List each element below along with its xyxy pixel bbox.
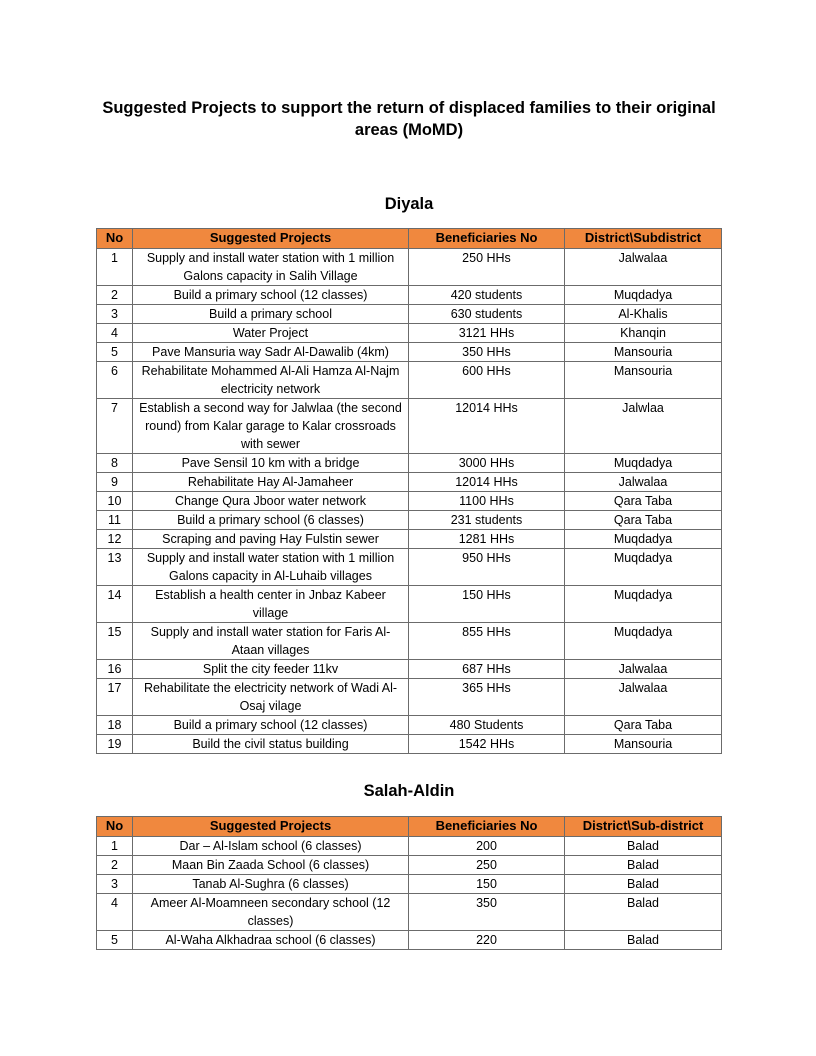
- cell-district: Balad: [565, 856, 722, 875]
- cell-suggested-project: Supply and install water station with 1 million Galons capacity in Al-Luhaib villages: [133, 549, 409, 586]
- cell-suggested-project: Scraping and paving Hay Fulstin sewer: [133, 530, 409, 549]
- column-header-suggested-projects: Suggested Projects: [133, 817, 409, 837]
- diyala-projects-table: [96, 228, 722, 754]
- cell-district: Jalwalaa: [565, 249, 722, 286]
- table-row: [97, 362, 722, 399]
- cell-beneficiaries: 150 HHs: [409, 586, 565, 623]
- cell-beneficiaries: 855 HHs: [409, 623, 565, 660]
- cell-no: 14: [97, 586, 133, 623]
- cell-no: 3: [97, 875, 133, 894]
- cell-no: 5: [97, 931, 133, 950]
- table-row: [97, 249, 722, 286]
- cell-district: Muqdadya: [565, 623, 722, 660]
- cell-beneficiaries: 480 Students: [409, 716, 565, 735]
- table-row: [97, 586, 722, 623]
- table-header-row: [97, 229, 722, 249]
- cell-district: Balad: [565, 875, 722, 894]
- table-row: [97, 399, 722, 454]
- cell-suggested-project: Pave Sensil 10 km with a bridge: [133, 454, 409, 473]
- cell-no: 2: [97, 856, 133, 875]
- table-row: [97, 454, 722, 473]
- cell-suggested-project: Al-Waha Alkhadraa school (6 classes): [133, 931, 409, 950]
- table-row: [97, 343, 722, 362]
- column-header-beneficiaries: Beneficiaries No: [409, 817, 565, 837]
- table-row: [97, 305, 722, 324]
- cell-district: Muqdadya: [565, 586, 722, 623]
- cell-beneficiaries: 350 HHs: [409, 343, 565, 362]
- cell-suggested-project: Build a primary school: [133, 305, 409, 324]
- cell-no: 6: [97, 362, 133, 399]
- cell-beneficiaries: 1281 HHs: [409, 530, 565, 549]
- cell-no: 15: [97, 623, 133, 660]
- cell-no: 11: [97, 511, 133, 530]
- cell-beneficiaries: 250: [409, 856, 565, 875]
- cell-no: 19: [97, 735, 133, 754]
- column-header-district: District\Sub-district: [565, 817, 722, 837]
- cell-district: Qara Taba: [565, 716, 722, 735]
- cell-suggested-project: Supply and install water station with 1 million Galons capacity in Salih Village: [133, 249, 409, 286]
- cell-beneficiaries: 950 HHs: [409, 549, 565, 586]
- column-header-suggested-projects: Suggested Projects: [133, 229, 409, 249]
- table-row: [97, 716, 722, 735]
- cell-district: Balad: [565, 837, 722, 856]
- page-title: Suggested Projects to support the return of displaced families to their original areas (MoMD): [102, 99, 716, 139]
- cell-no: 8: [97, 454, 133, 473]
- cell-beneficiaries: 220: [409, 931, 565, 950]
- cell-beneficiaries: 630 students: [409, 305, 565, 324]
- cell-district: Jalwalaa: [565, 660, 722, 679]
- table-row: [97, 492, 722, 511]
- cell-beneficiaries: 231 students: [409, 511, 565, 530]
- cell-beneficiaries: 420 students: [409, 286, 565, 305]
- cell-no: 18: [97, 716, 133, 735]
- cell-suggested-project: Rehabilitate the electricity network of Wadi Al-Osaj vilage: [133, 679, 409, 716]
- cell-district: Balad: [565, 931, 722, 950]
- table-row: [97, 511, 722, 530]
- cell-beneficiaries: 365 HHs: [409, 679, 565, 716]
- cell-suggested-project: Change Qura Jboor water network: [133, 492, 409, 511]
- cell-suggested-project: Rehabilitate Hay Al-Jamaheer: [133, 473, 409, 492]
- cell-district: Jalwalaa: [565, 679, 722, 716]
- column-header-no: No: [97, 229, 133, 249]
- section-heading-diyala: Diyala: [384, 195, 434, 213]
- cell-suggested-project: Build the civil status building: [133, 735, 409, 754]
- cell-no: 9: [97, 473, 133, 492]
- table-row: [97, 735, 722, 754]
- column-header-district: District\Subdistrict: [565, 229, 722, 249]
- cell-district: Jalwalaa: [565, 473, 722, 492]
- cell-no: 5: [97, 343, 133, 362]
- cell-beneficiaries: 687 HHs: [409, 660, 565, 679]
- cell-suggested-project: Maan Bin Zaada School (6 classes): [133, 856, 409, 875]
- cell-beneficiaries: 1542 HHs: [409, 735, 565, 754]
- cell-district: Balad: [565, 894, 722, 931]
- cell-district: Mansouria: [565, 362, 722, 399]
- cell-no: 3: [97, 305, 133, 324]
- cell-beneficiaries: 12014 HHs: [409, 473, 565, 492]
- cell-district: Muqdadya: [565, 530, 722, 549]
- table-row: [97, 856, 722, 875]
- table-header-row: [97, 817, 722, 837]
- cell-no: 1: [97, 837, 133, 856]
- table-row: [97, 549, 722, 586]
- cell-district: Jalwlaa: [565, 399, 722, 454]
- cell-district: Qara Taba: [565, 511, 722, 530]
- cell-district: Al-Khalis: [565, 305, 722, 324]
- cell-district: Muqdadya: [565, 286, 722, 305]
- table-row: [97, 473, 722, 492]
- cell-district: Mansouria: [565, 343, 722, 362]
- cell-beneficiaries: 3121 HHs: [409, 324, 565, 343]
- cell-no: 12: [97, 530, 133, 549]
- cell-no: 10: [97, 492, 133, 511]
- cell-district: Khanqin: [565, 324, 722, 343]
- cell-beneficiaries: 350: [409, 894, 565, 931]
- cell-suggested-project: Build a primary school (6 classes): [133, 511, 409, 530]
- table-row: [97, 660, 722, 679]
- section-heading-salah-aldin: Salah-Aldin: [363, 782, 455, 800]
- table-row: [97, 623, 722, 660]
- table-row: [97, 875, 722, 894]
- cell-district: Muqdadya: [565, 454, 722, 473]
- cell-no: 4: [97, 894, 133, 931]
- cell-beneficiaries: 200: [409, 837, 565, 856]
- cell-no: 4: [97, 324, 133, 343]
- cell-beneficiaries: 12014 HHs: [409, 399, 565, 454]
- cell-suggested-project: Tanab Al-Sughra (6 classes): [133, 875, 409, 894]
- table-row: [97, 931, 722, 950]
- cell-suggested-project: Build a primary school (12 classes): [133, 716, 409, 735]
- table-row: [97, 894, 722, 931]
- cell-no: 13: [97, 549, 133, 586]
- cell-no: 16: [97, 660, 133, 679]
- column-header-beneficiaries: Beneficiaries No: [409, 229, 565, 249]
- salah-aldin-table-body: [97, 837, 722, 950]
- cell-beneficiaries: 250 HHs: [409, 249, 565, 286]
- cell-no: 2: [97, 286, 133, 305]
- table-row: [97, 530, 722, 549]
- cell-no: 1: [97, 249, 133, 286]
- cell-suggested-project: Establish a second way for Jalwlaa (the second round) from Kalar garage to Kalar crossroads with sewer: [133, 399, 409, 454]
- column-header-no: No: [97, 817, 133, 837]
- cell-suggested-project: Water Project: [133, 324, 409, 343]
- diyala-table-body: [97, 249, 722, 754]
- cell-suggested-project: Split the city feeder 11kv: [133, 660, 409, 679]
- cell-beneficiaries: 150: [409, 875, 565, 894]
- cell-district: Muqdadya: [565, 549, 722, 586]
- cell-suggested-project: Rehabilitate Mohammed Al-Ali Hamza Al-Najm electricity network: [133, 362, 409, 399]
- cell-beneficiaries: 3000 HHs: [409, 454, 565, 473]
- cell-suggested-project: Pave Mansuria way Sadr Al-Dawalib (4km): [133, 343, 409, 362]
- table-row: [97, 286, 722, 305]
- cell-suggested-project: Supply and install water station for Faris Al-Ataan villages: [133, 623, 409, 660]
- cell-no: 7: [97, 399, 133, 454]
- cell-suggested-project: Dar – Al-Islam school (6 classes): [133, 837, 409, 856]
- table-row: [97, 324, 722, 343]
- cell-beneficiaries: 1100 HHs: [409, 492, 565, 511]
- cell-district: Mansouria: [565, 735, 722, 754]
- table-row: [97, 679, 722, 716]
- table-row: [97, 837, 722, 856]
- cell-district: Qara Taba: [565, 492, 722, 511]
- cell-suggested-project: Build a primary school (12 classes): [133, 286, 409, 305]
- cell-no: 17: [97, 679, 133, 716]
- cell-suggested-project: Establish a health center in Jnbaz Kabeer village: [133, 586, 409, 623]
- salah-aldin-projects-table: [96, 816, 722, 950]
- cell-suggested-project: Ameer Al-Moamneen secondary school (12 classes): [133, 894, 409, 931]
- cell-beneficiaries: 600 HHs: [409, 362, 565, 399]
